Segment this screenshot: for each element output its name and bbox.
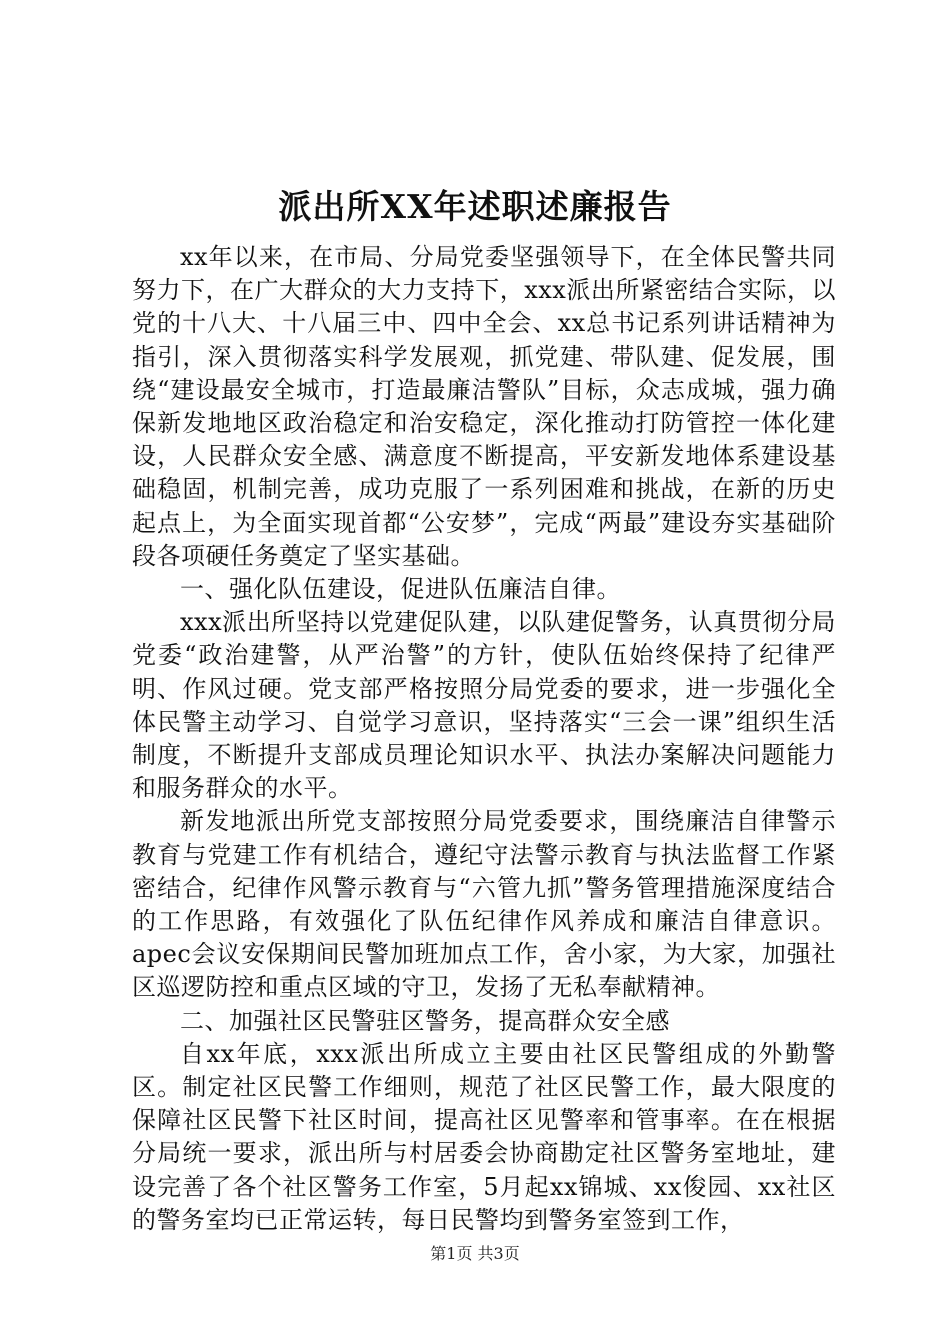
page-number-footer: 第1页 共3页 [430,1244,520,1263]
document-title: 派出所XX年述职述廉报告 [278,187,672,226]
paragraph-intro: xx年以来，在市局、分局党委坚强领导下，在全体民警共同努力下，在广大群众的大力支持下，xxx派出所紧密结合实际，以党的十八大、十八届三中、四中全会、xx总书记系列讲话精神为指引，深入贯彻落实科学发展观，抓党建、带队建、促发展，围绕“建设最安全城市，打造最廉洁警队”目标，众志成城，强力确保新发地地区政治稳定和治安稳定，深化推动打防管控一体化建设，人民群众安全感、满意度不断提高，平安新发地体系建设基础稳固，机制完善，成功克服了一系列困难和挑战，在新的历史起点上，为全面实现首都“公安梦”，完成“两最”建设夯实基础阶段各项硬任务奠定了坚实基础。 [132,243,836,570]
section-heading-1: 一、强化队伍建设，促进队伍廉洁自律。 [180,575,621,604]
paragraph-section-2-a: 自xx年底，xxx派出所成立主要由社区民警组成的外勤警区。制定社区民警工作细则，规范了社区民警工作，最大限度的保障社区民警下社区时间，提高社区见警率和管事率。在在根据分局统一要求，派出所与村居委会协商勘定社区警务室地址，建设完善了各个社区警务工作室，5月起xx锦城、xx俊园、xx社区的警务室均已正常运转，每日民警均到警务室签到工作， [132,1039,836,1234]
section-heading-2: 二、加强社区民警驻区警务，提高群众安全感 [180,1006,670,1035]
paragraph-section-1-b: 新发地派出所党支部按照分局党委要求，围绕廉洁自律警示教育与党建工作有机结合，遵纪守法警示教育与执法监督工作紧密结合，纪律作风警示教育与“六管九抓”警务管理措施深度结合的工作思路，有效强化了队伍纪律作风养成和廉洁自律意识。apec会议安保期间民警加班加点工作，舍小家，为大家，加强社区巡逻防控和重点区域的守卫，发扬了无私奉献精神。 [132,807,836,1002]
document-body [132,241,836,1237]
paragraph-section-1-a: xxx派出所坚持以党建促队建，以队建促警务，认真贯彻分局党委“政治建警，从严治警”的方针，使队伍始终保持了纪律严明、作风过硬。党支部严格按照分局党委的要求，进一步强化全体民警主动学习、自觉学习意识，坚持落实“三会一课”组织生活制度，不断提升支部成员理论知识水平、执法办案解决问题能力和服务群众的水平。 [132,608,836,803]
